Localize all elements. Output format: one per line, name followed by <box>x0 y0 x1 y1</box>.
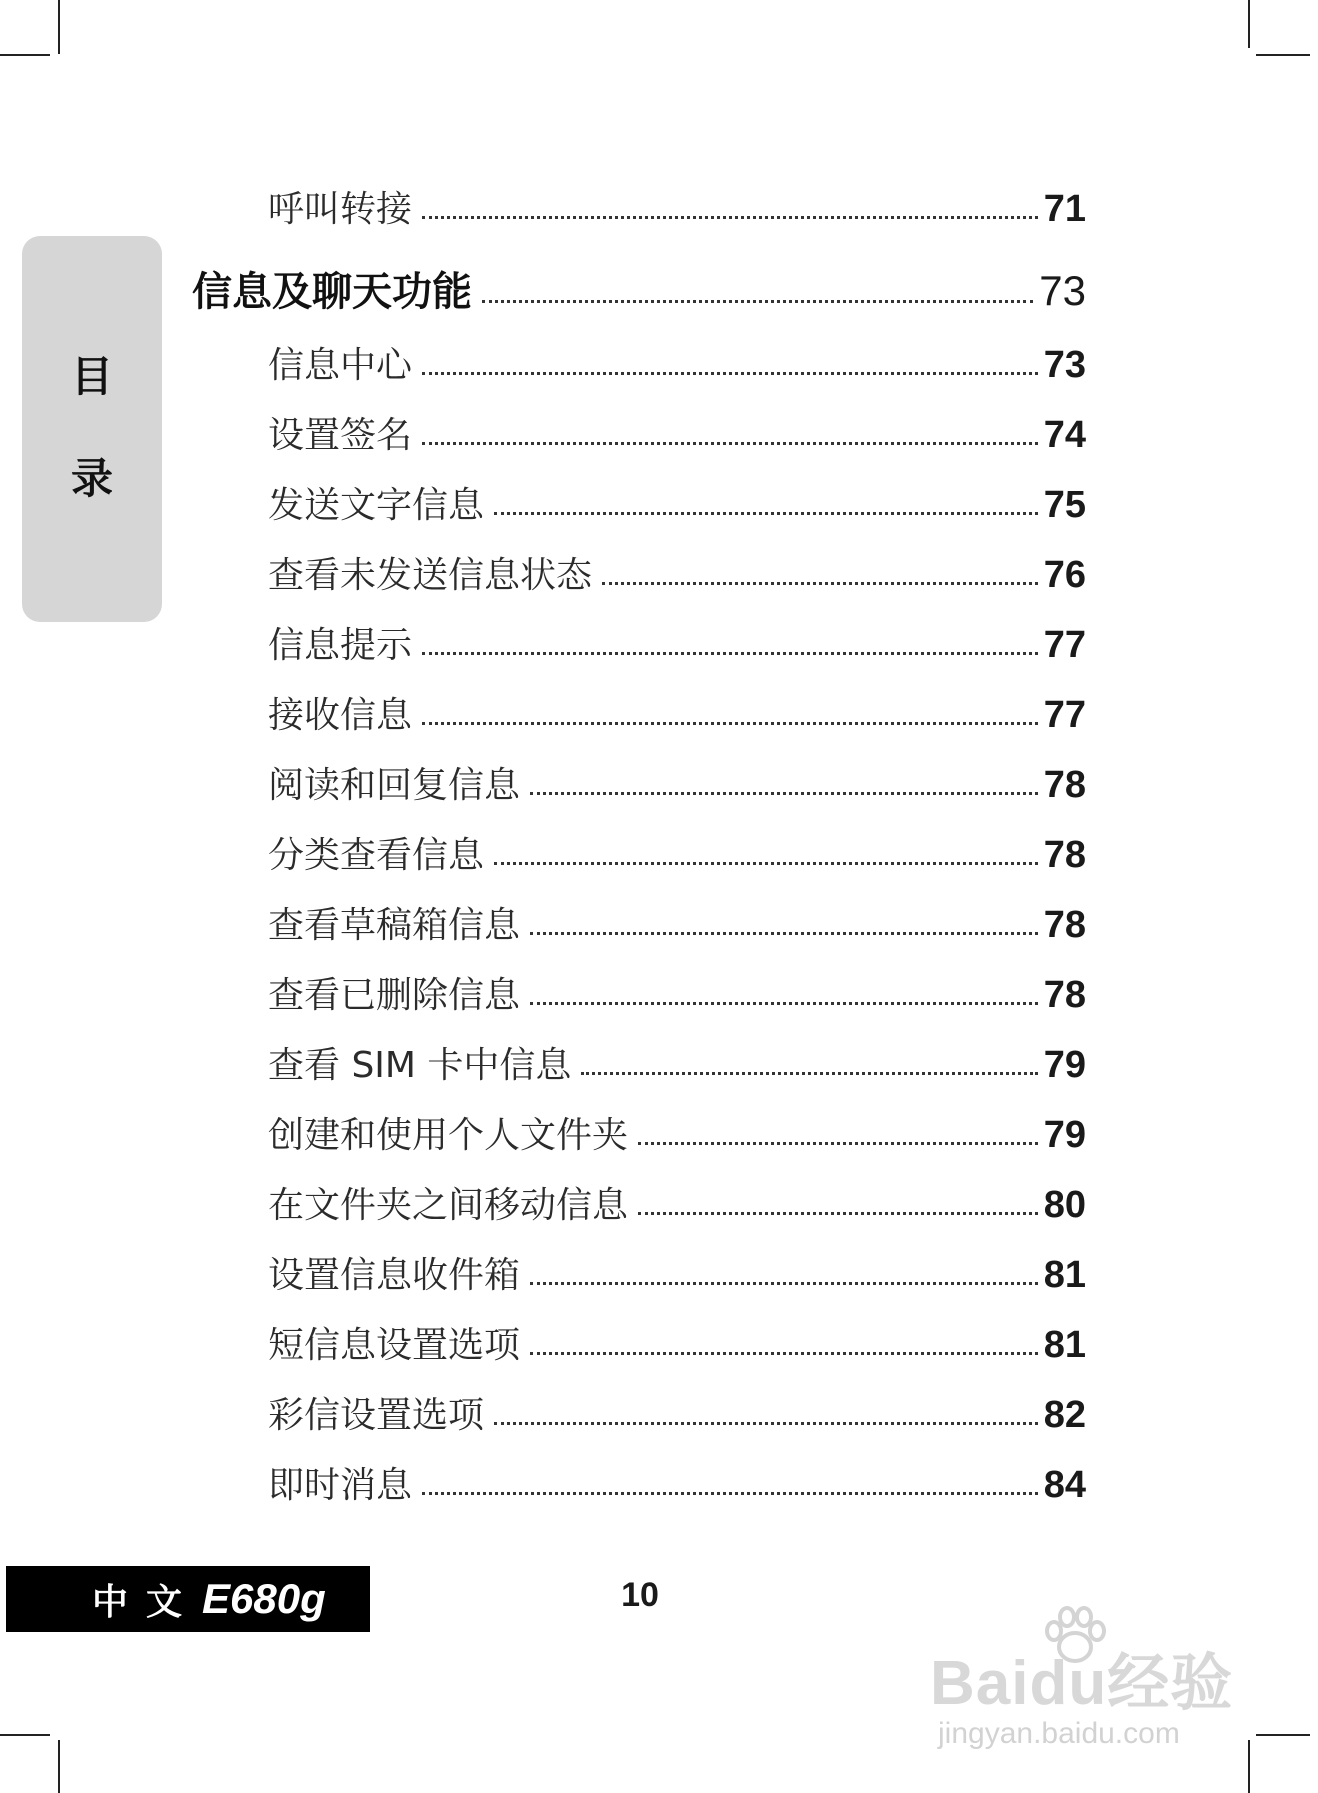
toc-entry-label: 信息提示 <box>268 625 413 666</box>
toc-entry-page: 71 <box>1043 188 1086 230</box>
toc-entry-page: 80 <box>1043 1184 1086 1226</box>
side-tab-char: 目 <box>70 352 113 401</box>
toc-side-tab <box>22 236 162 622</box>
toc-entry[interactable] <box>268 468 1086 524</box>
toc-entry[interactable] <box>268 1308 1086 1364</box>
dot-leader <box>530 1352 1038 1355</box>
toc-entry[interactable] <box>268 328 1086 384</box>
toc-entry[interactable] <box>268 958 1086 1014</box>
dot-leader <box>422 372 1038 375</box>
toc-entry[interactable] <box>268 538 1086 594</box>
watermark-url: jingyan.baidu.com <box>938 1717 1180 1750</box>
toc-entry-label: 接收信息 <box>268 695 413 736</box>
crop-mark <box>1256 1734 1310 1736</box>
page-number: 10 <box>621 1576 659 1614</box>
toc-entry-label: 创建和使用个人文件夹 <box>268 1115 629 1156</box>
toc-entry-label: 查看草稿箱信息 <box>268 905 521 946</box>
toc-section-heading[interactable] <box>192 256 1086 315</box>
toc-entry-label: 发送文字信息 <box>268 485 485 526</box>
dot-leader <box>530 792 1038 795</box>
dot-leader <box>581 1072 1037 1075</box>
toc-entry-label: 设置信息收件箱 <box>268 1255 521 1296</box>
toc-entry-page: 74 <box>1043 414 1086 456</box>
toc-entry[interactable] <box>268 172 1086 228</box>
toc-entry[interactable] <box>268 1028 1086 1084</box>
toc-entry-page: 79 <box>1043 1044 1086 1086</box>
toc-entry-page: 78 <box>1043 974 1086 1016</box>
toc-entry-page: 79 <box>1043 1114 1086 1156</box>
toc-entry[interactable] <box>268 1448 1086 1504</box>
toc-entry-label: 阅读和回复信息 <box>268 765 521 806</box>
dot-leader <box>422 722 1038 725</box>
toc-entry-page: 73 <box>1039 267 1086 314</box>
toc-entry-page: 81 <box>1043 1324 1086 1366</box>
toc-entry-page: 75 <box>1043 484 1086 526</box>
toc-entry[interactable] <box>268 888 1086 944</box>
toc-entry-label: 在文件夹之间移动信息 <box>268 1185 629 1226</box>
toc-entry-label: 设置签名 <box>268 415 413 456</box>
crop-mark <box>1256 54 1310 56</box>
toc-entry[interactable] <box>268 818 1086 874</box>
toc-entry-label: 彩信设置选项 <box>268 1395 485 1436</box>
footer-model: E680g <box>202 1575 326 1622</box>
baidu-watermark <box>930 1605 1250 1755</box>
crop-mark <box>0 54 50 56</box>
dot-leader <box>494 512 1038 515</box>
footer-language: 中文 <box>92 1581 201 1623</box>
toc-entry-page: 73 <box>1043 344 1086 386</box>
dot-leader <box>482 300 1033 303</box>
toc-entry-page: 76 <box>1043 554 1086 596</box>
dot-leader <box>494 1422 1038 1425</box>
dot-leader <box>530 932 1038 935</box>
dot-leader <box>638 1142 1038 1145</box>
toc-entry[interactable] <box>268 608 1086 664</box>
toc-entry-label: 信息及聊天功能 <box>192 269 472 315</box>
toc-entry-label: 分类查看信息 <box>268 835 485 876</box>
dot-leader <box>422 442 1038 445</box>
toc-entry-page: 78 <box>1043 764 1086 806</box>
crop-mark <box>58 0 60 54</box>
toc-entry-label: 查看未发送信息状态 <box>268 555 593 596</box>
dot-leader <box>530 1282 1038 1285</box>
dot-leader <box>602 582 1038 585</box>
toc-entry[interactable] <box>268 1098 1086 1154</box>
toc-entry-page: 77 <box>1043 694 1086 736</box>
baidu-logo-text: Baidu经验 <box>930 1649 1234 1718</box>
toc-entry[interactable] <box>268 398 1086 454</box>
dot-leader <box>494 862 1038 865</box>
side-tab-char: 录 <box>70 454 113 503</box>
dot-leader <box>530 1002 1038 1005</box>
toc-entry-label: 信息中心 <box>268 345 413 386</box>
toc-entry[interactable] <box>268 1168 1086 1224</box>
toc-entry-label: 查看已删除信息 <box>268 975 521 1016</box>
dot-leader <box>638 1212 1038 1215</box>
toc-entry-label: 呼叫转接 <box>268 189 413 230</box>
crop-mark <box>58 1740 60 1793</box>
dot-leader <box>422 216 1038 219</box>
dot-leader <box>422 1492 1038 1495</box>
crop-mark <box>1248 0 1250 48</box>
toc-entry-page: 77 <box>1043 624 1086 666</box>
toc-entry-label: 查看 SIM 卡中信息 <box>268 1045 572 1086</box>
toc-entry-page: 78 <box>1043 904 1086 946</box>
toc-entry[interactable] <box>268 1378 1086 1434</box>
toc-entry-label: 即时消息 <box>268 1465 413 1506</box>
toc-entry-label: 短信息设置选项 <box>268 1325 521 1366</box>
footer-model-box <box>6 1566 370 1632</box>
toc-entry-page: 81 <box>1043 1254 1086 1296</box>
toc-entry[interactable] <box>268 748 1086 804</box>
toc-entry-page: 78 <box>1043 834 1086 876</box>
toc-entry[interactable] <box>268 1238 1086 1294</box>
toc-entry-page: 84 <box>1043 1464 1086 1506</box>
toc-entry[interactable] <box>268 678 1086 734</box>
toc-entry-page: 82 <box>1043 1394 1086 1436</box>
crop-mark <box>0 1734 50 1736</box>
dot-leader <box>422 652 1038 655</box>
